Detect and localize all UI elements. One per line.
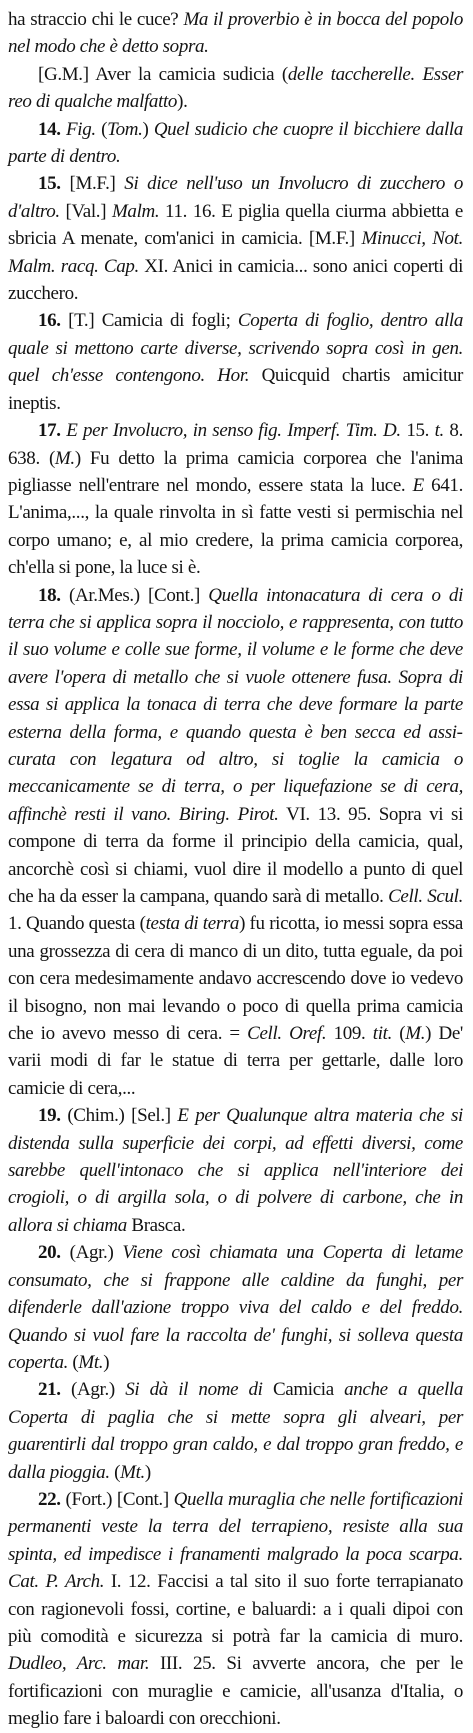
sense-number: 18. [38,584,70,606]
entry-paragraph [8,6,463,61]
text-run: 641. L'anima,..., la quale rinvolta in sì fatte vesti si permischia nel corpo umano; e, al mio credere, la prima camicia corporea, ch'ella si pone, la luce si è. [8,474,463,579]
text-run: 11. 16. E piglia quella ciurma abbietta e sbricia A menate, com'anici in camicia. [M.F.] [8,200,463,250]
italic-text: Minucci, Not. Malm. racq. Cap. [8,228,464,277]
italic-text: Coperta di foglio, dentro alla quale si mettono carte diverse, scrivendo sopra così in gen. quel ch'esse contengono. [8,310,463,387]
text-run: VI. 13. 95. Sopra vi si compone di terra da forme il principio della camicia, qual, ancorchè così si chiami, vuol dire il modello a punto di quel che ha da esser la campana, quando sarà di metallo. [8,803,464,907]
text-run: ) fu ricotta, io messi sopra essa una grossezza di cera di manco di un dito, tutta eguale, da poi con cera medesimamente andavo accrescendo dove io vedevo il bisogno, non mai levando o poco di quella prima camicia che io avevo messo di cera. = [8,913,463,1045]
text-run: 15. [400,420,435,442]
text-run [205,365,217,386]
italic-text: E [412,474,424,496]
italic-text: tit. [372,1023,392,1045]
text-run: ) [144,1461,151,1483]
text-run: Quicquid chartis amicitur ineptis. [8,365,463,414]
entry-paragraph [8,116,463,171]
text-run [171,804,179,825]
italic-text: Quel sudicio che cuopre il bicchiere dalla parte di dentro. [8,118,463,168]
italic-text: Quella intonacatura di cera o di terra che si applica sopra il nocciolo, e rappresenta, con tutto il suo volume e colle sue forme, il volume e le forme che deve avere l'opera di metallo che si vuole ottenere fusa. [8,584,463,688]
italic-text: M. [54,447,75,469]
text-run: ). [177,91,188,113]
text-run: 8. 638. ( [8,420,463,469]
italic-text: E per Involucro, in senso fig. Imperf. Tim. D. [66,420,401,442]
italic-text: Fig. [66,118,96,140]
text-run: 1. Quando questa ( [8,913,146,935]
italic-text: Hor. [217,365,250,387]
entry-paragraph [8,307,463,417]
italic-text: Biring. Pirot. [178,803,279,825]
sense-number: 15. [38,173,70,195]
text-run: III. 25. Si avverte ancora, che per le fortificazioni con muraglie e camicie, all'usanza d'Italia, o meglio fare i baloardi con orecchioni. [8,1653,463,1730]
entry-paragraph [8,1239,463,1376]
text-run: ) Fu detto la prima camicia corporea che l'anima pigliasse nell'entrare nel mondo, essere stata la luce. [8,447,463,496]
entry-paragraph [8,1376,463,1486]
sense-number: 17. [38,420,67,442]
italic-text: Cell. Oref. [247,1023,327,1045]
text-run: (Fort.) [Cont.] [65,1488,174,1510]
sense-number: 22. [38,1488,66,1510]
italic-text: Mt. [120,1461,145,1483]
text-run: Camicia [262,1379,345,1401]
text-run: [G.M.] Aver la camicia sudicia ( [38,63,288,85]
text-run: ( [68,1351,79,1373]
italic-text: Quella muraglia che nelle fortificazioni permanenti veste la terra del terrapieno, resiste alla sua spinta, ed impedisce i franamenti malgrado la poca scarpa. [8,1488,463,1565]
italic-text: Dudleo, Arc. mar. [8,1653,150,1675]
sense-number: 14. [38,118,67,140]
sense-number: 21. [38,1379,72,1401]
italic-text: Tom. [107,118,143,140]
text-run: ) [103,1351,110,1373]
text-run: 109. [326,1023,373,1045]
entry-paragraph [8,1102,463,1239]
text-run: ( [109,1461,121,1483]
entry-paragraph [8,417,463,581]
italic-text: delle taccherelle. Esser reo di qualche malfatto [8,63,463,113]
entry-paragraph [8,1486,463,1733]
italic-text: anche a quella Coperta di paglia che si mette sopra gli alveari, per guarentirli dal troppo gran caldo, e dal troppo gran freddo, e dalla pioggia. [8,1379,463,1483]
text-run: Brasca. [126,1214,186,1236]
italic-text: Malm. [111,200,160,222]
text-run: (Agr.) [71,1379,126,1401]
sense-number: 20. [38,1242,70,1264]
entry-paragraph [8,61,463,116]
text-run: [M.F.] [69,173,125,195]
italic-text: testa di terra [145,913,240,935]
italic-text: Si dà il nome di [125,1379,263,1401]
italic-text: E per Qualunque altra materia che si distenda sulla superficie dei corpi, ad effetti diversi, come sarebbe quell'intonaco che si applica nell'interiore dei crogioli, o di argilla sola, o di polvere di carbone, che in allora si chiama [8,1105,463,1236]
entry-paragraph [8,582,463,1103]
italic-text: Sopra di essa si applica la tonaca di terra che deve formare la parte esterna della forma, e quando questa è ben secca ed assicurata con legatura od altro, si toglie la camicia o meccanicamente se di terra, o per liquefazione se di cera, affinchè resti il vano. [8,666,463,825]
sense-number: 16. [38,310,69,332]
sense-number: 19. [38,1105,68,1127]
text-run: (Ar.Mes.) [Cont.] [69,584,209,606]
text-run: I. 12. Faccisi a tal sito il suo forte terrapianato con ragionevoli fossi, cortine, e baluardi: a i quali dipoi con più comodità e sicurezza si potrà far la camicia di muro. [8,1571,463,1647]
text-run: ( [391,1023,406,1045]
italic-text: Cat. P. Arch. [8,1571,105,1593]
text-run: (Chim.) [Sel.] [67,1105,178,1127]
italic-text: M. [405,1023,426,1045]
text-run: ) [142,118,154,140]
text-run: ) De' varii modi di far le statue di terra per gettarle, dalle loro camicie di cera,... [8,1023,464,1099]
text-run: [T.] Camicia di fogli; [68,310,238,332]
italic-text: Cell. Scul. [388,886,463,907]
text-run: ( [95,118,108,140]
text-run: XI. Anici in camicia... sono anici coperti di zucchero. [8,255,463,305]
entry-paragraph [8,170,463,307]
text-run: [Val.] [59,200,112,222]
entry-text [8,6,463,1733]
italic-text: Si dice nell'uso un Involucro di zucchero o d'altro. [8,173,463,222]
italic-text: t. [434,420,444,442]
italic-text: Ma il proverbio è in bocca del popolo nel modo che è detto sopra. [8,9,463,58]
text-run: ha stracciο chi le cuce? [8,9,184,30]
text-run: (Agr.) [69,1242,123,1264]
italic-text: Viene così chiamata una Coperta di letame consumato, che si frappone alle caldine da funghi, per difenderle dall'azione troppo viva del caldo e del freddo. Quando si vuol fare la raccolta de' funghi, si solleva questa coperta. [8,1242,463,1373]
italic-text: Mt. [78,1351,104,1373]
